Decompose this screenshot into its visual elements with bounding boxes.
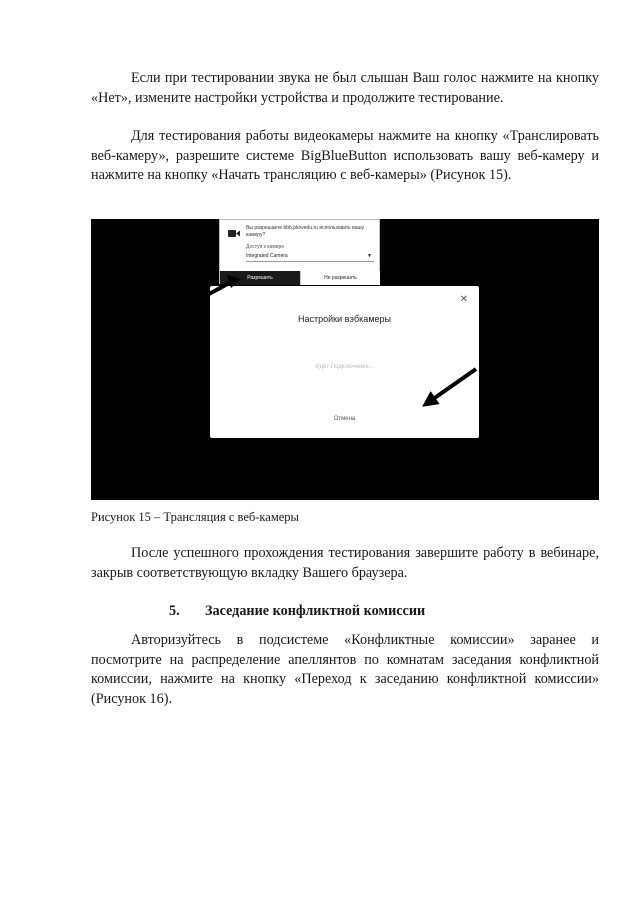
figure-caption: Рисунок 15 – Трансляция с веб-камеры bbox=[91, 510, 299, 524]
section-number: 5. bbox=[169, 603, 180, 619]
paragraph-finish-webinar: После успешного прохождения тестирования завершите работу в вебинаре, закрыв соответствующую вкладку Вашего браузера. bbox=[91, 545, 599, 581]
paragraph-camera-test: Для тестирования работы видеокамеры нажмите на кнопку «Транслировать веб-камеру», разрешите системе BigBlueButton использовать вашу веб-камеру и нажмите на кнопку «Начать трансляцию с веб-камеры» (Рисунок 15). bbox=[91, 128, 599, 183]
chevron-down-icon: ▼ bbox=[367, 253, 372, 259]
arrow-to-start-button-icon bbox=[426, 369, 476, 404]
camera-access-label: Доступ к камере bbox=[246, 244, 285, 250]
connection-status: Идёт Подключение... bbox=[315, 364, 374, 370]
paragraph-commission: Авторизуйтесь в подсистеме «Конфликтные комиссии» заранее и посмотрите на распределение апеллянтов по комнатам заседания конфликтной комиссии, нажмите на кнопку «Переход к заседанию конфликтной комиссии» (Рисунок 16). bbox=[91, 632, 599, 707]
section-heading bbox=[169, 603, 425, 620]
permission-message: Вы разрешаете bbb.pkovedu.ru использовать вашу камеру? bbox=[246, 225, 365, 238]
annotation-arrows bbox=[91, 219, 599, 500]
close-icon[interactable]: ✕ bbox=[459, 294, 468, 305]
paragraph-audio-test: Если при тестировании звука не был слышан Ваш голос нажмите на кнопку «Нет», измените настройки устройства и продолжите тестирование. bbox=[91, 70, 599, 106]
cancel-button[interactable]: Отмена bbox=[333, 416, 356, 422]
modal-title: Настройки вэбкамеры bbox=[298, 314, 391, 324]
deny-button[interactable]: Не разрешать bbox=[300, 271, 380, 285]
camera-select-value: Integrated Camera bbox=[246, 253, 288, 259]
section-title: Заседание конфликтной комиссии bbox=[205, 603, 426, 619]
figure-webcam-screenshot bbox=[91, 219, 599, 500]
allow-button[interactable]: Разрешить bbox=[220, 271, 300, 285]
arrow-to-allow-icon bbox=[209, 281, 233, 294]
arrow-head-allow-icon bbox=[227, 275, 241, 288]
